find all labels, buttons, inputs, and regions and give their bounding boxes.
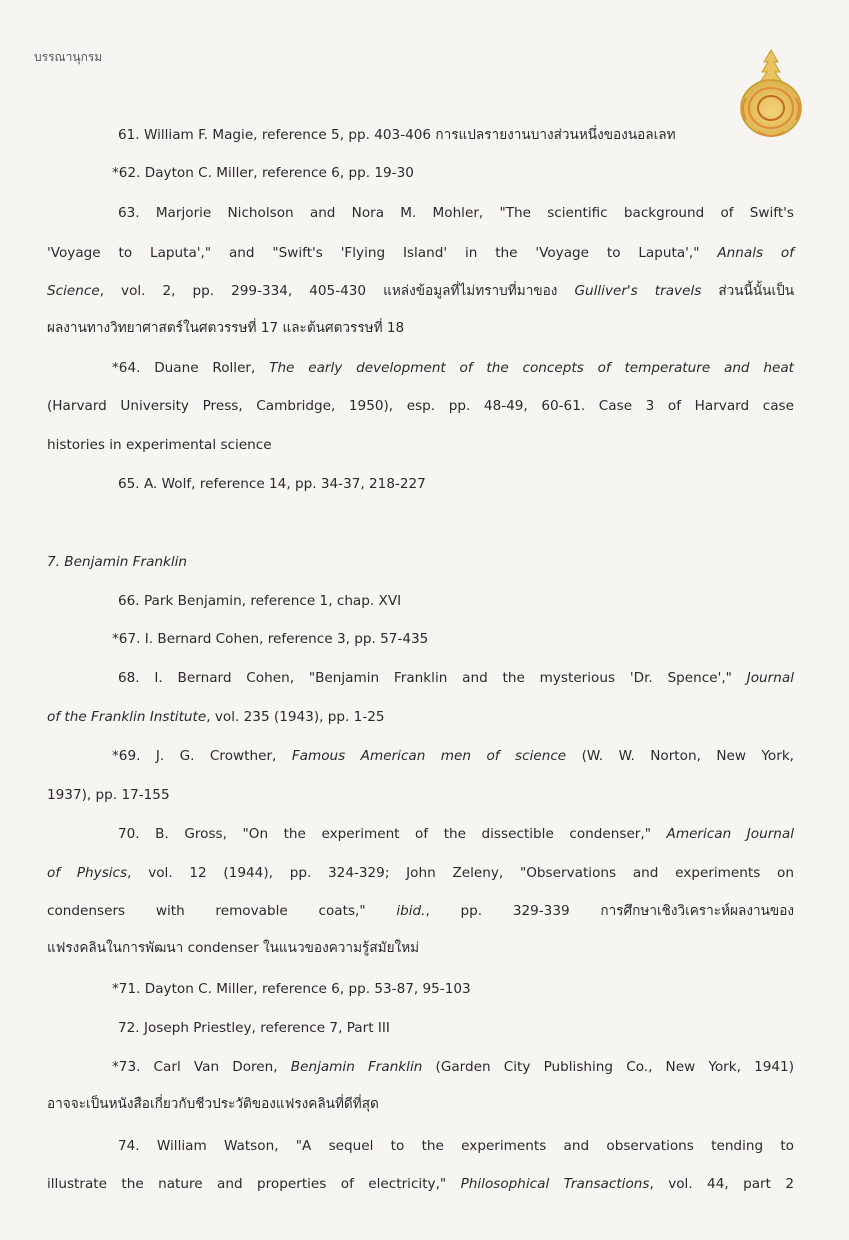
ref-72: 72. Joseph Priestley, reference 7, Part III <box>118 1020 390 1036</box>
ref-70-line4: แฟรงคลินในการพัฒนา condenser ในแนวของความรู้สมัยใหม่ <box>47 940 420 956</box>
ref-74-line1: 74. William Watson, "A sequel to the experiments and observations tending to <box>118 1138 794 1154</box>
ref-65: 65. A. Wolf, reference 14, pp. 34-37, 218-227 <box>118 476 426 492</box>
ref-63-line4: ผลงานทางวิทยาศาสตร์ในศตวรรษที่ 17 และต้นศตวรรษที่ 18 <box>47 320 405 336</box>
ref-70-text: , vol. 12 (1944), pp. 324-329; John Zeleny, "Observations and experiments on <box>127 865 794 881</box>
section-heading-franklin: 7. Benjamin Franklin <box>47 554 188 570</box>
ref-63-line2 <box>47 247 794 261</box>
ref-70-text: 70. B. Gross, "On the experiment of the dissectible condenser," <box>118 826 651 842</box>
ref-64-line2: (Harvard University Press, Cambridge, 1950), esp. pp. 48-49, 60-61. Case 3 of Harvard case <box>47 398 794 414</box>
ref-64-line1 <box>112 362 794 376</box>
ref-70-line1 <box>118 828 794 842</box>
ref-69-title: Famous American men of science <box>291 748 567 764</box>
ref-64-title: The early development of the concepts of temperature and heat <box>269 360 794 376</box>
ref-70-text: condensers with removable coats," <box>47 903 366 919</box>
ref-71: *71. Dayton C. Miller, reference 6, pp. 53-87, 95-103 <box>112 981 471 997</box>
ref-69-line2: 1937), pp. 17-155 <box>47 787 170 803</box>
ref-63-text: 'Voyage to Laputa'," and "Swift's 'Flying Island' in the 'Voyage to Laputa'," <box>47 245 700 261</box>
ref-73-line2: อาจจะเป็นหนังสือเกี่ยวกับชีวประวัติของแฟรงคลินที่ดีที่สุด <box>47 1096 379 1112</box>
ref-69-line1 <box>112 750 794 764</box>
ref-70-journal: American Journal <box>666 826 795 842</box>
ref-68-line1 <box>118 672 794 686</box>
ref-67: *67. I. Bernard Cohen, reference 3, pp. 57-435 <box>112 631 429 647</box>
ref-63-line1: 63. Marjorie Nicholson and Nora M. Mohler, "The scientific background of Swift's <box>118 205 794 221</box>
ref-69-pub: (W. W. Norton, New York, <box>581 748 795 764</box>
ref-70-journal-cont: of Physics <box>47 865 128 881</box>
ref-63-text: , vol. 2, pp. 299-334, 405-430 แหล่งข้อมูลที่ไม่ทราบที่มาของ <box>99 283 558 299</box>
ref-73-author: *73. Carl Van Doren, <box>112 1059 278 1075</box>
university-seal-icon <box>734 48 808 140</box>
ref-73-pub: (Garden City Publishing Co., New York, 1941) <box>435 1059 794 1075</box>
ref-68-text: 68. I. Bernard Cohen, "Benjamin Franklin and the mysterious 'Dr. Spence'," <box>118 670 732 686</box>
ref-63-title: Gulliver's travels <box>574 283 702 299</box>
ref-74-journal: Philosophical Transactions <box>460 1176 650 1192</box>
ref-74-text: , vol. 44, part 2 <box>649 1176 795 1192</box>
ref-63-text: ส่วนนี้นั้นเป็น <box>718 283 795 299</box>
ref-63-journal: Annals of <box>717 245 795 261</box>
ref-68-line2 <box>47 711 385 725</box>
ref-70-text: , pp. 329-339 การศึกษาเชิงวิเคราะห์ผลงานของ <box>425 903 795 919</box>
ref-63-line3 <box>47 285 794 299</box>
ref-68-journal: Journal <box>746 670 794 686</box>
ref-63-journal-cont: Science <box>47 283 100 299</box>
ref-73-title: Benjamin Franklin <box>290 1059 423 1075</box>
ref-68-text: , vol. 235 (1943), pp. 1-25 <box>206 709 385 725</box>
ref-73-line1 <box>112 1061 794 1075</box>
ref-74-text: illustrate the nature and properties of electricity," <box>47 1176 447 1192</box>
ref-70-ibid: ibid. <box>396 903 426 919</box>
ref-64-author: *64. Duane Roller, <box>112 360 256 376</box>
ref-66: 66. Park Benjamin, reference 1, chap. XVI <box>118 593 402 609</box>
ref-74-line2 <box>47 1178 794 1192</box>
ref-70-line2 <box>47 867 794 881</box>
page-header-title: บรรณานุกรม <box>34 50 103 64</box>
ref-62: *62. Dayton C. Miller, reference 6, pp. 19-30 <box>112 165 414 181</box>
ref-70-line3 <box>47 905 794 919</box>
ref-64-line3: histories in experimental science <box>47 437 272 453</box>
ref-68-journal-cont: of the Franklin Institute <box>47 709 207 725</box>
ref-69-author: *69. J. G. Crowther, <box>112 748 277 764</box>
ref-61: 61. William F. Magie, reference 5, pp. 403-406 การแปลรายงานบางส่วนหนึ่งของนอลเลท <box>118 127 676 143</box>
